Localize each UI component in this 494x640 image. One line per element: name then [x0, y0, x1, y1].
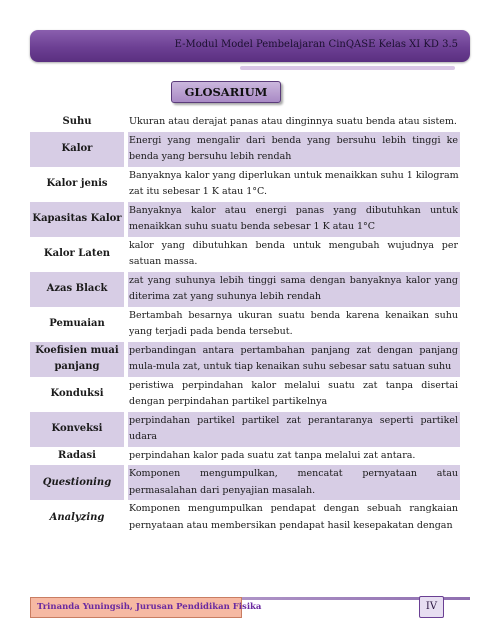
glossary-row [30, 272, 460, 307]
definition-line: Komponen mengumpulkan pendapat dengan sebuah rangkaian [129, 503, 458, 514]
definition-line: Ukuran atau derajat panas atau dinginnya suatu benda atau sistem. [129, 116, 457, 127]
glossary-term: Azas Black [30, 272, 124, 307]
glossary-definition [128, 342, 460, 377]
definition-line: zat yang suhunya lebih tinggi sama dengan banyaknya kalor yang [129, 274, 458, 286]
definition-line: benda yang bersuhu lebih rendah [129, 151, 292, 162]
definition-line: Banyaknya kalor atau energi panas yang dibutuhkan untuk [129, 204, 458, 216]
definition-line: perpindahan kalor pada suatu zat tanpa melalui zat antara. [129, 449, 416, 461]
definition-line: diterima zat yang suhunya lebih rendah [129, 291, 322, 302]
glossary-term: Kalor [30, 132, 124, 167]
definition-line: perpindahan partikel partikel zat perantaranya seperti partikel [129, 414, 458, 426]
glossary-row [30, 132, 460, 167]
glossary-definition [128, 272, 460, 307]
glossary-definition [128, 202, 460, 237]
definition-line: Komponen mengumpulkan, mencatat pernyataan atau [129, 468, 458, 479]
glossary-definition [128, 132, 460, 167]
glossary-term: Kapasitas Kalor [30, 202, 124, 237]
glossary-term: Suhu [62, 116, 92, 128]
glossary-row [30, 202, 460, 237]
definition-line: perbandingan antara pertambahan panjang zat dengan panjang [129, 344, 458, 356]
glossary-term: Koefisien muai panjang [30, 342, 124, 377]
glossary-row [30, 307, 460, 342]
glossary-definition [128, 447, 460, 466]
glossary-row [30, 167, 460, 202]
page-title: GLOSARIUM [171, 81, 281, 103]
glossary-row [30, 237, 460, 272]
glossary-row [30, 500, 460, 535]
glossary-term: Questioning [30, 465, 124, 500]
glossary-term: Kalor jenis [46, 178, 108, 189]
glossary-term: Analyzing [49, 511, 105, 523]
definition-line: Bertambah besarnya ukuran suatu benda karena kenaikan suhu [129, 309, 458, 321]
glossary-definition [128, 167, 461, 202]
definition-line: udara [129, 431, 158, 442]
definition-line: yang terjadi pada benda tersebut. [129, 326, 293, 337]
definition-line: permasalahan dari penyajian masalah. [129, 484, 316, 496]
glossary-row [30, 465, 460, 500]
glossary-term: Konveksi [30, 412, 124, 447]
glossary-definition [128, 465, 460, 500]
glossary-definition [128, 377, 460, 412]
glossary-term: Konduksi [50, 388, 104, 399]
header-banner [30, 30, 470, 62]
definition-line: pernyataan atau membersikan pendapat hasil kesepakatan dengan [129, 519, 453, 531]
definition-line: zat itu sebesar 1 K atau 1°C. [129, 186, 268, 197]
glossary-definition [128, 500, 460, 535]
module-title: E-Modul Model Pembelajaran CinQASE Kelas XI KD 3.5 [174, 39, 458, 50]
definition-line: peristiwa perpindahan kalor melalui suatu zat tanpa disertai [129, 379, 458, 391]
glossary-term: Radasi [58, 449, 96, 461]
glossary-row [30, 412, 460, 447]
definition-line: menaikkan suhu suatu benda sebesar 1 K atau 1°C [129, 221, 376, 232]
definition-line: kalor yang dibutuhkan benda untuk mengubah wujudnya per [129, 239, 458, 251]
glossary-row [30, 377, 460, 412]
glossary-row [30, 342, 460, 377]
glossary-table [30, 113, 460, 535]
definition-line: Banyaknya kalor yang diperlukan untuk menaikkan suhu 1 kilogram [129, 169, 459, 181]
page-number: IV [419, 596, 444, 618]
definition-line: satuan massa. [129, 256, 198, 267]
footer-author: Trinanda Yuningsih, Jurusan Pendidikan Fisika [30, 597, 242, 618]
glossary-definition [128, 307, 460, 342]
glossary-row [30, 113, 460, 132]
glossary-term: Kalor Laten [43, 248, 111, 259]
glossary-row [30, 447, 460, 466]
glossary-term: Pemuaian [49, 318, 105, 329]
definition-line: mula-mula zat, untuk tiap kenaikan suhu sebesar satu satuan suhu [129, 361, 452, 372]
definition-line: dengan perpindahan partikel partikelnya [129, 396, 328, 407]
glossary-definition [128, 412, 460, 447]
header-accent-bar [240, 66, 455, 70]
definition-line: Energi yang mengalir dari benda yang bersuhu lebih tinggi ke [129, 134, 458, 146]
glossary-definition [128, 113, 460, 132]
glossary-definition [128, 237, 460, 272]
